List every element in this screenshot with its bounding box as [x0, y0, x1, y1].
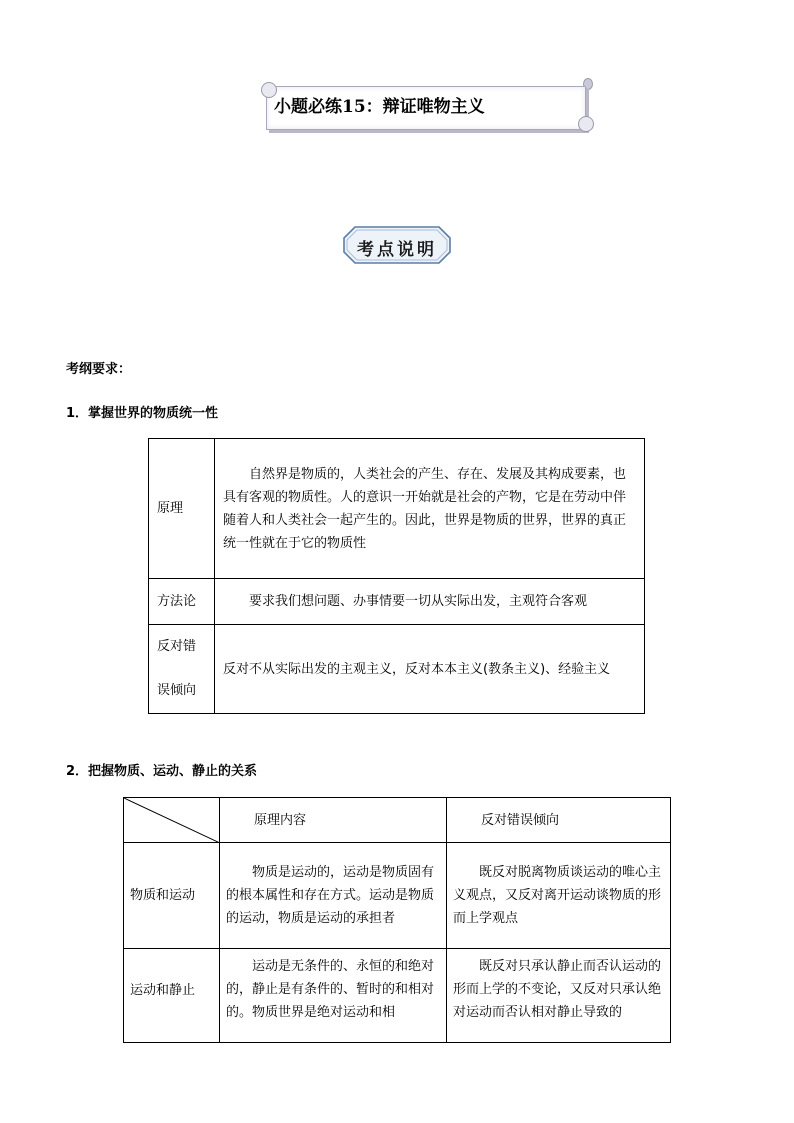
- section-badge: [343, 226, 451, 264]
- row-content: 自然界是物质的，人类社会的产生、存在、发展及其构成要素，也具有客观的物质性。人的意识一开始就是社会的产物，它是在劳动中伴随着人和人类社会一起产生的。因此，世界是物质的世界，世界的真正统一性就在于它的物质性: [215, 439, 645, 579]
- principle-cell: 物质是运动的，运动是物质固有的根本属性和存在方式。运动是物质的运动，物质是运动的承担者: [220, 843, 447, 949]
- table-row: [124, 949, 671, 1043]
- error-cell: 既反对脱离物质谈运动的唯心主义观点，又反对离开运动谈物质的形而上学观点: [447, 843, 671, 949]
- column-header: 原理内容: [220, 798, 447, 843]
- badge-label: 考点说明: [357, 240, 437, 260]
- row-label: 原理: [149, 439, 215, 579]
- scroll-curl-decoration: [578, 116, 594, 132]
- title-banner: [258, 78, 594, 134]
- diagonal-header-cell: [124, 798, 220, 843]
- page-title: 小题必练15：辩证唯物主义: [274, 97, 485, 117]
- row-label: 运动和静止: [124, 949, 220, 1043]
- section2-heading: 2．把握物质、运动、静止的关系: [66, 764, 258, 779]
- row-content: 要求我们想问题、办事情要一切从实际出发，主观符合客观: [215, 579, 645, 625]
- error-cell: 既反对只承认静止而否认运动的形而上学的不变论，又反对只承认绝对运动而否认相对静止导致的: [447, 949, 671, 1043]
- principle-cell: 运动是无条件的、永恒的和绝对的，静止是有条件的、暂时的和相对的。物质世界是绝对运动和相: [220, 949, 447, 1043]
- table-header-row: [124, 798, 671, 843]
- row-content: 反对不从实际出发的主观主义，反对本本主义(教条主义)、经验主义: [215, 625, 645, 714]
- table-row: [149, 579, 645, 625]
- matter-motion-table: [123, 797, 671, 1043]
- section1-heading: 1．掌握世界的物质统一性: [66, 406, 219, 421]
- table-row: [124, 843, 671, 949]
- row-label: 反对错误倾向: [149, 625, 215, 714]
- column-header: 反对错误倾向: [447, 798, 671, 843]
- requirements-label: 考纲要求：: [66, 362, 132, 377]
- table-row: [149, 439, 645, 579]
- matter-unity-table: [148, 438, 645, 714]
- row-label: 物质和运动: [124, 843, 220, 949]
- diagonal-line: [124, 798, 220, 843]
- row-label: 方法论: [149, 579, 215, 625]
- table-row: [149, 625, 645, 714]
